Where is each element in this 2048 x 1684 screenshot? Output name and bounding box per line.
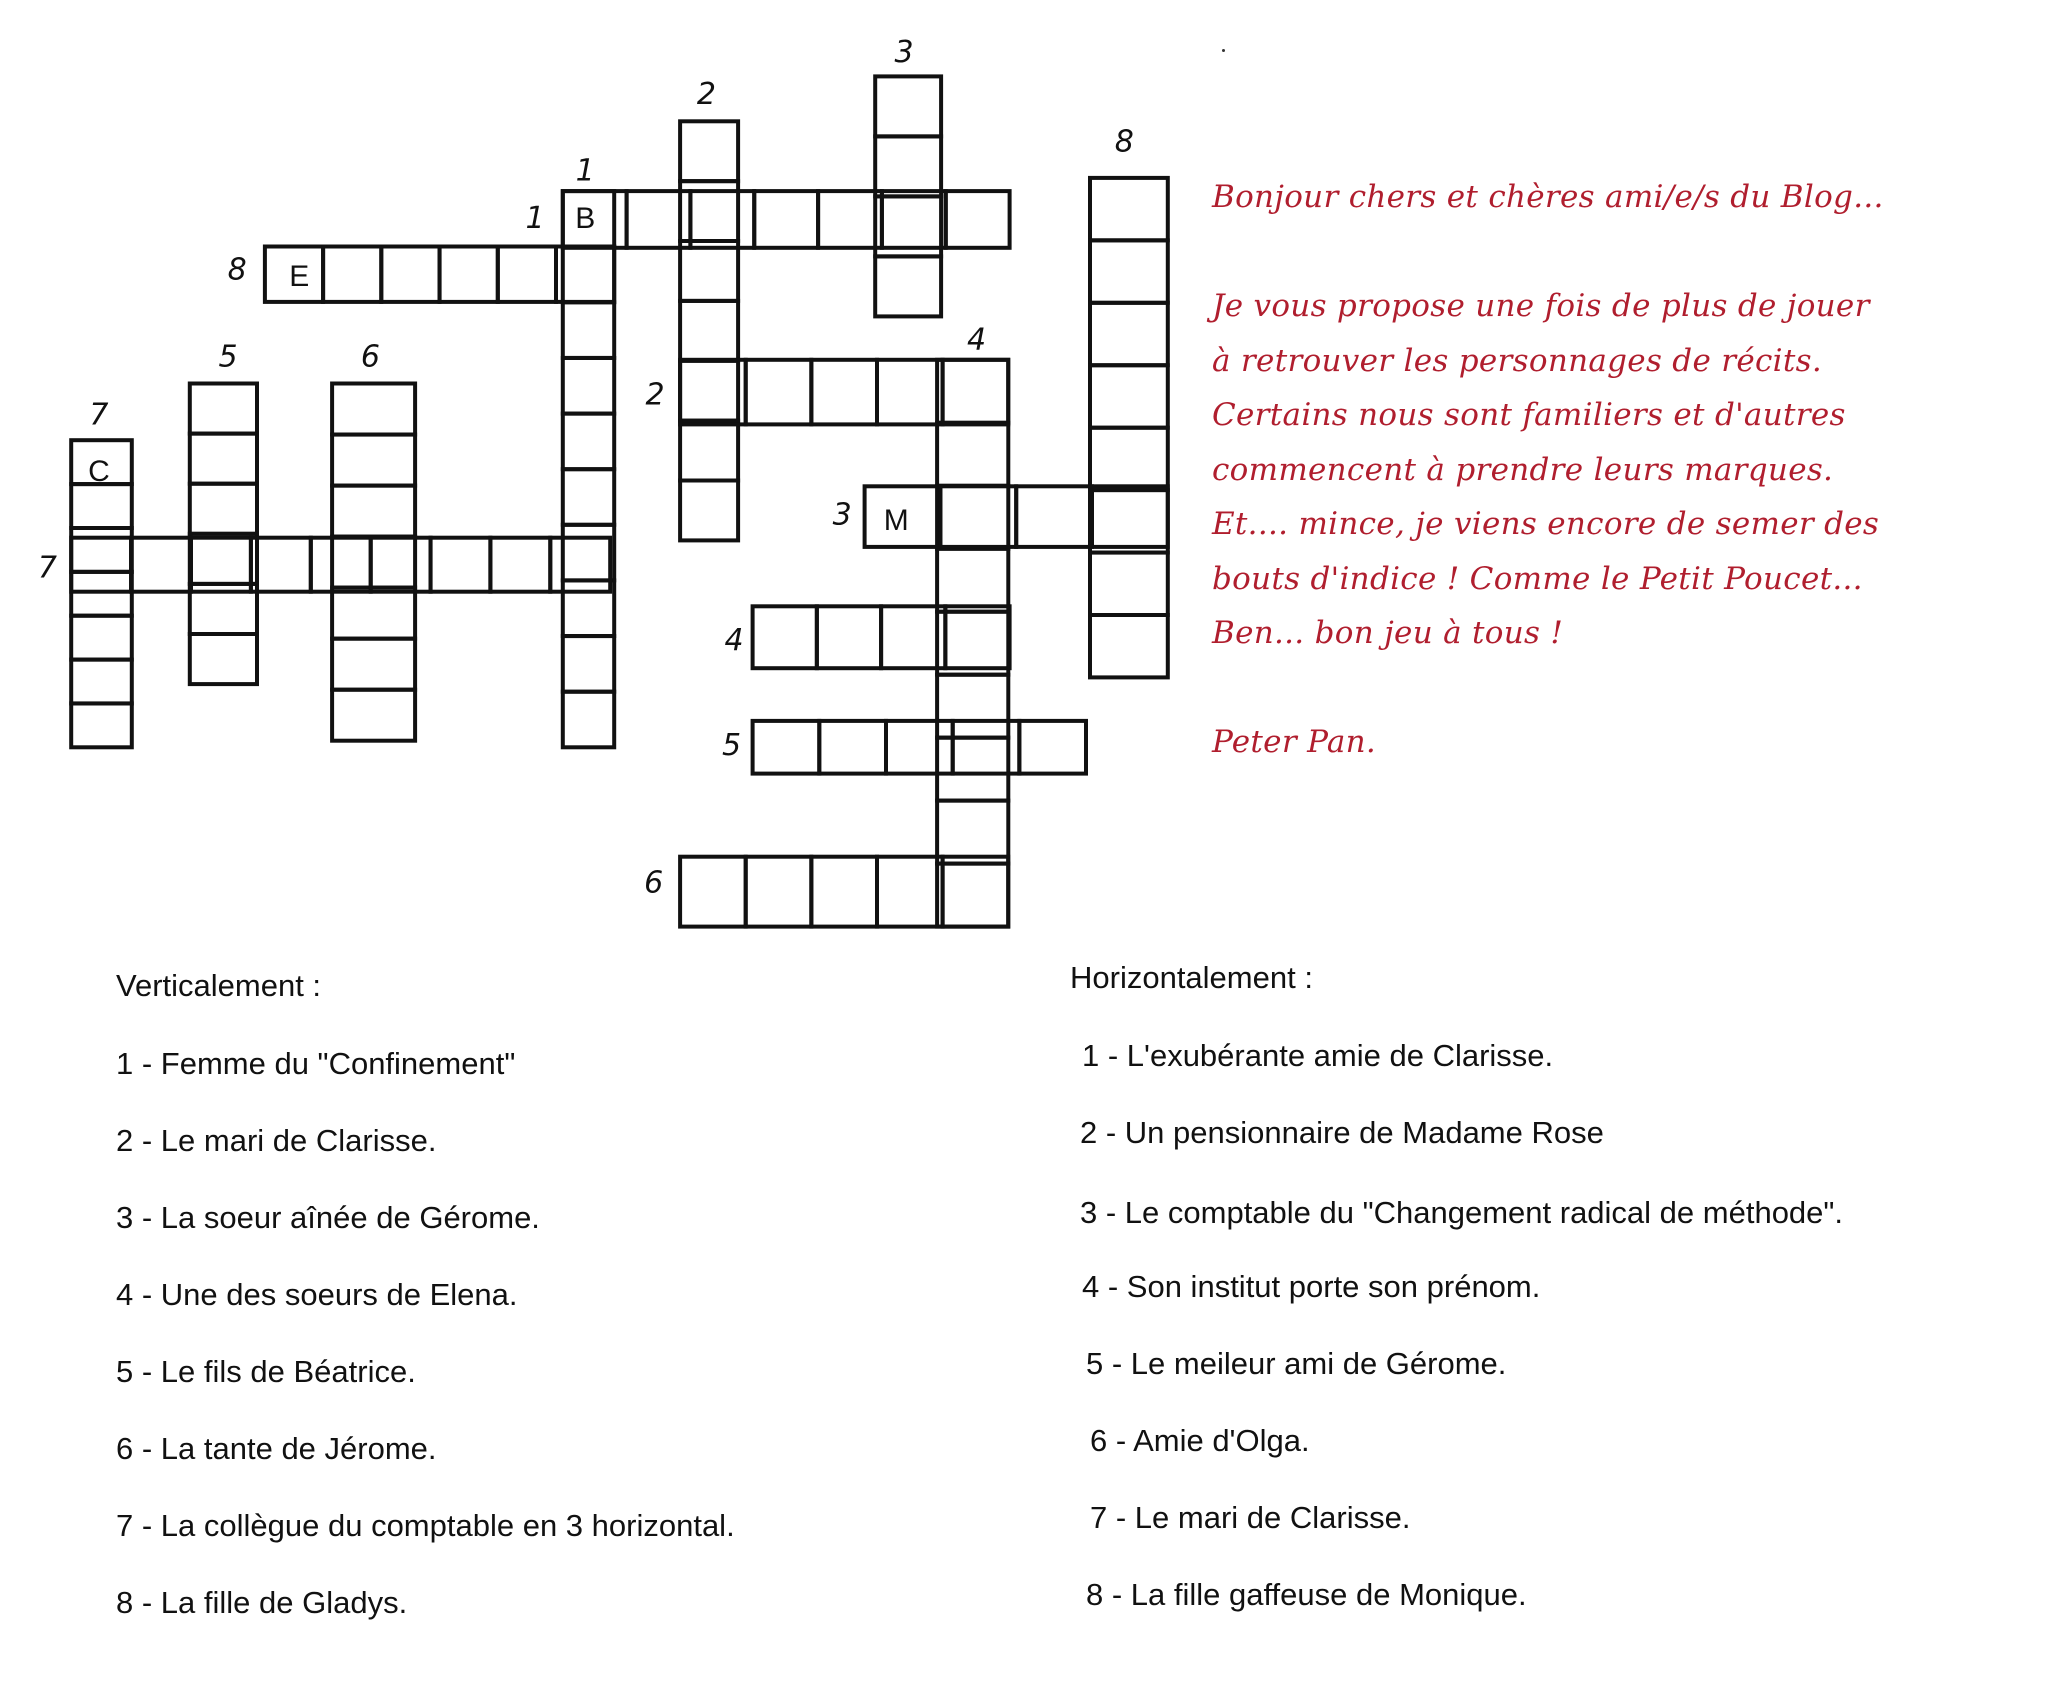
clue-vertical-8: 8 - La fille de Gladys. [116, 1585, 408, 1620]
clue-number: 8 [227, 252, 247, 288]
crossword-cell-v7[interactable] [71, 703, 132, 747]
crossword-cell-h6[interactable] [943, 857, 1009, 927]
crossword-cell-v4[interactable] [937, 675, 1008, 738]
crossword-cell-v1[interactable] [563, 414, 614, 470]
crossword-cell-h1[interactable] [946, 191, 1010, 248]
clue-horizontal-8: 8 - La fille gaffeuse de Monique. [1086, 1577, 1527, 1612]
crossword-cell-v2[interactable] [680, 361, 738, 421]
crossword-cell-h2[interactable] [877, 360, 943, 425]
message-line [1212, 661, 2032, 716]
given-letter: M [883, 503, 909, 537]
clue-number: 4 [967, 322, 987, 358]
crossword-cell-v4[interactable] [937, 486, 1008, 549]
crossword-cell-h7[interactable] [131, 538, 191, 592]
crossword-cell-v6[interactable] [332, 639, 415, 690]
crossword-cell-v5[interactable] [190, 534, 257, 584]
crossword-cell-v8[interactable] [1090, 240, 1168, 302]
clue-number: 4 [724, 622, 744, 658]
crossword-cell-h2[interactable] [943, 360, 1009, 425]
crossword-cell-h5[interactable] [753, 721, 820, 774]
crossword-cell-h7[interactable] [71, 538, 131, 592]
clue-horizontal-3: 3 - Le comptable du "Changement radical de méthode". [1080, 1195, 1844, 1230]
clue-number: 7 [37, 550, 57, 586]
message-line: Bonjour chers et chères ami/e/s du Blog... [1212, 179, 1884, 215]
crossword-cell-h4[interactable] [753, 606, 817, 668]
clue-vertical-3: 3 - La soeur aînée de Gérome. [116, 1200, 540, 1235]
crossword-cell-h6[interactable] [680, 857, 746, 927]
crossword-cell-v6[interactable] [332, 537, 415, 588]
stray-dot [1222, 49, 1225, 52]
crossword-cell-h8[interactable] [498, 247, 556, 302]
crossword-cell-h8[interactable] [440, 247, 498, 302]
crossword-cell-v1[interactable] [563, 247, 614, 303]
crossword-cell-h3[interactable] [1092, 486, 1168, 547]
clue-number: 5 [218, 339, 238, 375]
crossword-cell-v4[interactable] [937, 612, 1008, 675]
crossword-cell-v2[interactable] [680, 241, 738, 301]
clue-horizontal-2: 2 - Un pensionnaire de Madame Rose [1080, 1115, 1604, 1150]
crossword-cell-h6[interactable] [811, 857, 877, 927]
crossword-cell-h3[interactable] [1016, 486, 1092, 547]
crossword-cell-v4[interactable] [937, 738, 1008, 801]
crossword-cell-v6[interactable] [332, 588, 415, 639]
message-line: Ben... bon jeu à tous ! [1212, 615, 1564, 651]
clue-number: 2 [696, 77, 716, 113]
crossword-cell-v6[interactable] [332, 690, 415, 741]
crossword-cell-v4[interactable] [937, 549, 1008, 612]
crossword-cell-h8[interactable] [323, 247, 381, 302]
crossword-cell-v8[interactable] [1090, 615, 1168, 677]
crossword-cell-h2[interactable] [680, 360, 746, 425]
crossword-cell-v6[interactable] [332, 435, 415, 486]
crossword-cell-h7[interactable] [550, 538, 610, 592]
clue-number: 8 [1114, 124, 1134, 160]
clue-horizontal-5: 5 - Le meileur ami de Gérome. [1086, 1346, 1507, 1381]
clue-number: 1 [575, 153, 595, 189]
crossword-cell-h4[interactable] [817, 606, 881, 668]
crossword-cell-v5[interactable] [190, 384, 257, 434]
crossword-cell-h7[interactable] [371, 538, 431, 592]
crossword-cell-v4[interactable] [937, 360, 1008, 423]
crossword-cell-h7[interactable] [490, 538, 550, 592]
crossword-cell-v1[interactable] [563, 302, 614, 358]
crossword-cell-h2[interactable] [811, 360, 877, 425]
crossword-cell-h6[interactable] [877, 857, 943, 927]
crossword-cell-v8[interactable] [1090, 178, 1168, 240]
crossword-cell-h3[interactable] [940, 486, 1016, 547]
clue-number: 5 [721, 728, 742, 764]
clue-number: 3 [832, 497, 852, 533]
crossword-cell-v8[interactable] [1090, 365, 1168, 427]
crossword-cell-h1[interactable] [754, 191, 818, 248]
crossword-cell-v4[interactable] [937, 864, 1008, 927]
crossword-cell-v3[interactable] [875, 256, 941, 316]
crossword-cell-v1[interactable] [563, 692, 614, 748]
crossword-cell-v7[interactable] [71, 572, 132, 616]
crossword-cell-v3[interactable] [875, 136, 941, 196]
crossword-cell-v5[interactable] [190, 634, 257, 684]
crossword-cell-v7[interactable] [71, 660, 132, 704]
crossword-cell-v2[interactable] [680, 301, 738, 361]
crossword-cell-v2[interactable] [680, 481, 738, 541]
clue-horizontal-7: 7 - Le mari de Clarisse. [1090, 1500, 1411, 1535]
crossword-cell-v5[interactable] [190, 434, 257, 484]
crossword-cell-v7[interactable] [71, 484, 132, 528]
blog-message [1212, 170, 2032, 770]
vertical-heading: Verticalement : [116, 968, 322, 1003]
given-letter: E [289, 260, 310, 293]
crossword-cell-v8[interactable] [1090, 303, 1168, 365]
crossword-cell-h8[interactable] [381, 247, 439, 302]
given-letter: C [88, 455, 110, 489]
clue-number: 6 [360, 339, 380, 375]
clue-number: 6 [644, 865, 664, 901]
crossword-cell-h7[interactable] [311, 538, 371, 592]
message-line: à retrouver les personnages de récits. [1212, 342, 1823, 379]
vertical-clues [116, 968, 1016, 1648]
clue-horizontal-1: 1 - L'exubérante amie de Clarisse. [1082, 1038, 1554, 1073]
crossword-cell-h7[interactable] [251, 538, 311, 592]
crossword-cell-h7[interactable] [431, 538, 491, 592]
clue-vertical-6: 6 - La tante de Jérome. [116, 1431, 437, 1466]
crossword-cell-v2[interactable] [680, 121, 738, 181]
crossword-cell-v6[interactable] [332, 486, 415, 537]
crossword-cell-v8[interactable] [1090, 553, 1168, 615]
crossword-cell-v1[interactable] [563, 469, 614, 525]
message-line: Certains nous sont familiers et d'autres [1212, 397, 1846, 433]
crossword-cell-v4[interactable] [937, 423, 1008, 486]
message-line [1212, 225, 2032, 280]
crossword-cell-h5[interactable] [1019, 721, 1086, 774]
crossword-cell-h6[interactable] [746, 857, 812, 927]
crossword-cell-v8[interactable] [1090, 490, 1168, 552]
clue-number: 1 [525, 201, 545, 236]
clue-vertical-2: 2 - Le mari de Clarisse. [116, 1123, 437, 1158]
crossword-cell-v6[interactable] [332, 384, 415, 435]
crossword-cell-v1[interactable] [563, 580, 614, 636]
crossword-cell-v3[interactable] [875, 76, 941, 136]
crossword-cell-v2[interactable] [680, 421, 738, 481]
crossword-cell-h5[interactable] [819, 721, 886, 774]
crossword-cell-v1[interactable] [563, 525, 614, 581]
crossword-cell-v5[interactable] [190, 484, 257, 534]
crossword-cell-v1[interactable] [563, 636, 614, 692]
clue-number: 2 [645, 377, 665, 413]
message-line: bouts d'indice ! Comme le Petit Poucet... [1212, 560, 1863, 597]
clue-vertical-4: 4 - Une des soeurs de Elena. [116, 1277, 518, 1312]
crossword-cell-v8[interactable] [1090, 428, 1168, 490]
crossword-cell-v1[interactable] [563, 358, 614, 414]
crossword-cell-h4[interactable] [945, 606, 1009, 668]
horizontal-clues [1070, 960, 2030, 1640]
crossword-cell-h2[interactable] [746, 360, 812, 425]
message-line: Et.... mince, je viens encore de semer des [1212, 506, 1880, 542]
clue-vertical-7: 7 - La collègue du comptable en 3 horizontal. [116, 1508, 735, 1543]
clue-vertical-1: 1 - Femme du "Confinement" [116, 1046, 516, 1081]
clue-horizontal-6: 6 - Amie d'Olga. [1090, 1423, 1310, 1458]
crossword-cell-v7[interactable] [71, 616, 132, 660]
clue-vertical-5: 5 - Le fils de Béatrice. [116, 1354, 416, 1389]
clue-number: 3 [894, 34, 914, 70]
crossword-cell-h1[interactable] [818, 191, 882, 248]
crossword-cell-h1[interactable] [882, 191, 946, 248]
crossword-cell-v4[interactable] [937, 801, 1008, 864]
clue-number: 7 [89, 397, 109, 433]
message-line: commencent à prendre leurs marques. [1212, 451, 1834, 488]
message-signature: Peter Pan. [1212, 724, 1377, 760]
horizontal-heading: Horizontalement : [1070, 960, 1313, 995]
message-line: Je vous propose une fois de plus de jouer [1212, 288, 1870, 324]
given-letter: B [575, 202, 596, 235]
crossword-cell-h5[interactable] [886, 721, 953, 774]
clue-horizontal-4: 4 - Son institut porte son prénom. [1082, 1269, 1541, 1304]
crossword-cell-v7[interactable] [71, 528, 132, 572]
